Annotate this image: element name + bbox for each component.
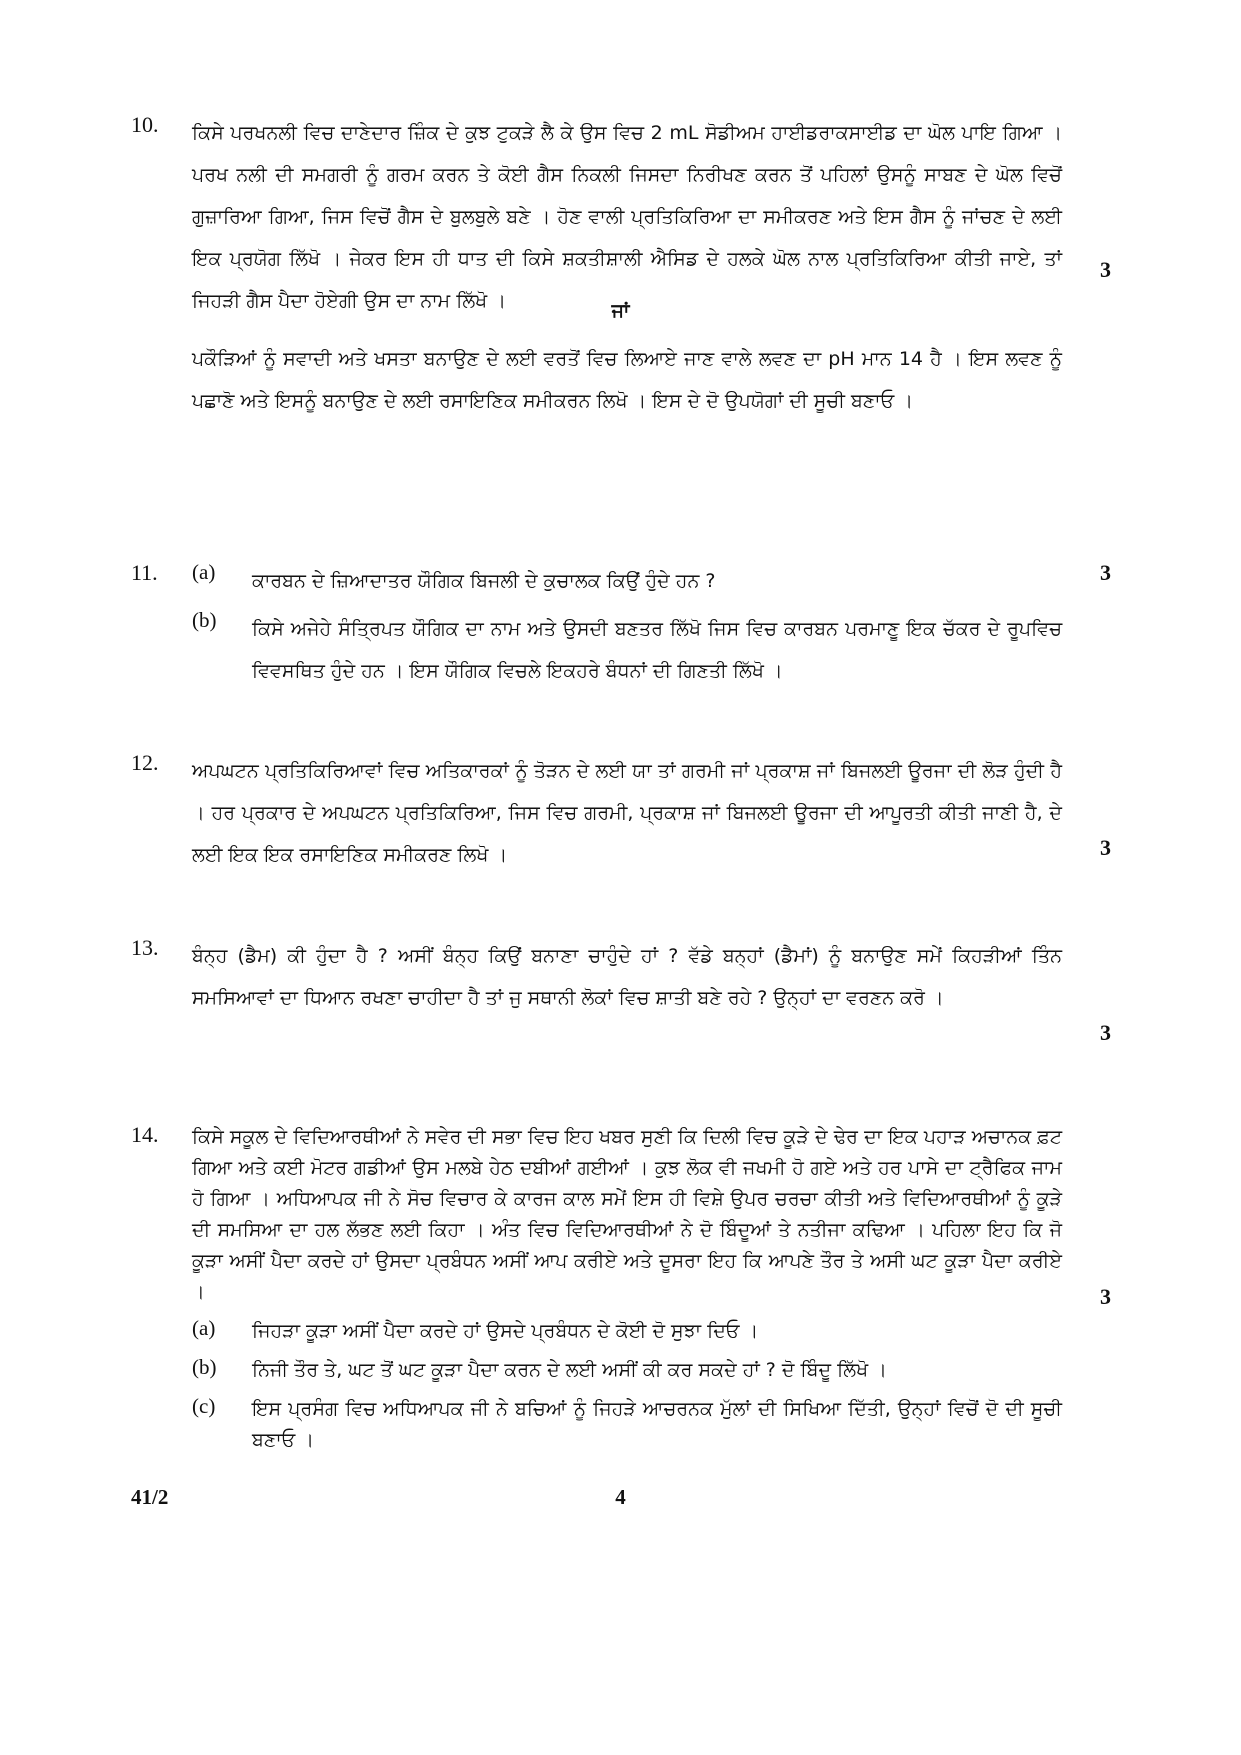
sub-question-letter: (a)	[192, 1316, 216, 1340]
sub-question-text: ਇਸ ਪ੍ਰਸੰਗ ਵਿਚ ਅਧਿਆਪਕ ਜੀ ਨੇ ਬਚਿਆਂ ਨੂੰ ਜਿਹੜੇ ਆਚਰਨਕ ਮੁੱਲਾਂ ਦੀ ਸਿਖਿਆ ਦਿੱਤੀ, ਉਨ੍ਹਾਂ ਵਿਚੋਂ ਦੋ ਦੀ ਸੂਚੀ ਬਣਾਓ ।	[252, 1398, 1062, 1451]
question-number: 12.	[131, 750, 159, 775]
question-text: ਅਪਘਟਨ ਪ੍ਰਤਿਕਿਰਿਆਵਾਂ ਵਿਚ ਅਤਿਕਾਰਕਾਂ ਨੂੰ ਤੋੜਨ ਦੇ ਲਈ ਯਾ ਤਾਂ ਗਰਮੀ ਜਾਂ ਪ੍ਰਕਾਸ਼ ਜਾਂ ਬਿਜਲਈ ਊਰਜਾ ਦੀ ਲੋੜ ਹੁੰਦੀ ਹੈ । ਹਰ ਪ੍ਰਕਾਰ ਦੇ ਅਪਘਟਨ ਪ੍ਰਤਿਕਿਰਿਆ, ਜਿਸ ਵਿਚ ਗਰਮੀ, ਪ੍ਰਕਾਸ਼ ਜਾਂ ਬਿਜਲਈ ਊਰਜਾ ਦੀ ਆਪੂਰਤੀ ਕੀਤੀ ਜਾਣੀ ਹੈ, ਦੇ ਲਈ ਇਕ ਇਕ ਰਸਾਇਣਿਕ ਸਮੀਕਰਣ ਲਿਖੋ ।	[192, 760, 1062, 866]
question-text: ਪਕੌੜਿਆਂ ਨੂੰ ਸਵਾਦੀ ਅਤੇ ਖਸਤਾ ਬਨਾਉਣ ਦੇ ਲਈ ਵਰਤੋਂ ਵਿਚ ਲਿਆਏ ਜਾਣ ਵਾਲੇ ਲਵਣ ਦਾ pH ਮਾਨ 14 ਹੈ । ਇਸ ਲਵਣ ਨੂੰ ਪਛਾਣੋ ਅਤੇ ਇਸਨੂੰ ਬਨਾਉਣ ਦੇ ਲਈ ਰਸਾਇਣਿਕ ਸਮੀਕਰਨ ਲਿਖੋ । ਇਸ ਦੇ ਦੋ ਉਪਯੋਗਾਂ ਦੀ ਸੂਚੀ ਬਣਾਓ ।	[192, 348, 1062, 412]
question-number: 13.	[131, 935, 159, 960]
sub-question-a	[192, 1316, 1062, 1347]
marks: 3	[1100, 1020, 1111, 1045]
sub-question-letter: (b)	[192, 608, 217, 632]
sub-question-letter: (a)	[192, 560, 216, 584]
sub-question-b	[192, 1355, 1062, 1386]
paper-code: 41/2	[131, 1485, 169, 1509]
question-12	[131, 750, 1111, 876]
sub-question-text: ਨਿਜੀ ਤੌਰ ਤੇ, ਘਟ ਤੋਂ ਘਟ ਕੂੜਾ ਪੈਦਾ ਕਰਨ ਦੇ ਲਈ ਅਸੀਂ ਕੀ ਕਰ ਸਕਦੇ ਹਾਂ ? ਦੋ ਬਿੰਦੂ ਲਿੱਖੋ ।	[252, 1359, 887, 1381]
sub-question-text: ਕਾਰਬਨ ਦੇ ਜ਼ਿਆਦਾਤਰ ਯੌਗਿਕ ਬਿਜਲੀ ਦੇ ਕੁਚਾਲਕ ਕਿਉਂ ਹੁੰਦੇ ਹਨ ?	[252, 570, 716, 592]
question-11	[131, 560, 1111, 692]
sub-question-text: ਜਿਹੜਾ ਕੂੜਾ ਅਸੀਂ ਪੈਦਾ ਕਰਦੇ ਹਾਂ ਉਸਦੇ ਪ੍ਰਬੰਧਨ ਦੇ ਕੋਈ ਦੋ ਸੁਝਾ ਦਿਓ ।	[252, 1320, 759, 1342]
question-13	[131, 935, 1111, 1045]
marks: 3	[1100, 560, 1111, 585]
sub-question-letter: (c)	[192, 1394, 216, 1418]
question-10-alternative	[131, 338, 1111, 422]
sub-question-b	[192, 608, 1062, 692]
question-text: ਕਿਸੇ ਪਰਖਨਲੀ ਵਿਚ ਦਾਣੇਦਾਰ ਜ਼ਿੰਕ ਦੇ ਕੁਝ ਟੁਕੜੇ ਲੈ ਕੇ ਉਸ ਵਿਚ 2 mL ਸੋਡੀਅਮ ਹਾਈਡਰਾਕਸਾਈਡ ਦਾ ਘੋਲ ਪਾਇ ਗਿਆ । ਪਰਖ ਨਲੀ ਦੀ ਸਮਗਰੀ ਨੂੰ ਗਰਮ ਕਰਨ ਤੇ ਕੋਈ ਗੈਸ ਨਿਕਲੀ ਜਿਸਦਾ ਨਿਰੀਖਣ ਕਰਨ ਤੋਂ ਪਹਿਲਾਂ ਉਸਨੂੰ ਸਾਬਣ ਦੇ ਘੋਲ ਵਿਚੋਂ ਗੁਜ਼ਾਰਿਆ ਗਿਆ, ਜਿਸ ਵਿਚੋਂ ਗੈਸ ਦੇ ਬੁਲਬੁਲੇ ਬਣੇ । ਹੋਣ ਵਾਲੀ ਪ੍ਰਤਿਕਿਰਿਆ ਦਾ ਸਮੀਕਰਣ ਅਤੇ ਇਸ ਗੈਸ ਨੂੰ ਜਾਂਚਣ ਦੇ ਲਈ ਇਕ ਪ੍ਰਯੋਗ ਲਿੱਖੋ । ਜੇਕਰ ਇਸ ਹੀ ਧਾਤ ਦੀ ਕਿਸੇ ਸ਼ਕਤੀਸ਼ਾਲੀ ਐਸਿਡ ਦੇ ਹਲਕੇ ਘੋਲ ਨਾਲ ਪ੍ਰਤਿਕਿਰਿਆ ਕੀਤੀ ਜਾਏ, ਤਾਂ ਜਿਹੜੀ ਗੈਸ ਪੈਦਾ ਹੋਏਗੀ ਉਸ ਦਾ ਨਾਮ ਲਿੱਖੋ ।	[192, 122, 1062, 312]
question-text: ਕਿਸੇ ਸਕੂਲ ਦੇ ਵਿਦਿਆਰਥੀਆਂ ਨੇ ਸਵੇਰ ਦੀ ਸਭਾ ਵਿਚ ਇਹ ਖਬਰ ਸੁਣੀ ਕਿ ਦਿਲੀ ਵਿਚ ਕੂੜੇ ਦੇ ਢੇਰ ਦਾ ਇਕ ਪਹਾੜ ਅਚਾਨਕ ਫ਼ਟ ਗਿਆ ਅਤੇ ਕਈ ਮੋਟਰ ਗਡੀਆਂ ਉਸ ਮਲਬੇ ਹੇਠ ਦਬੀਆਂ ਗਈਆਂ । ਕੁਝ ਲੋਕ ਵੀ ਜਖਮੀ ਹੋ ਗਏ ਅਤੇ ਹਰ ਪਾਸੇ ਦਾ ਟ੍ਰੈਫਿਕ ਜਾਮ ਹੋ ਗਿਆ । ਅਧਿਆਪਕ ਜੀ ਨੇ ਸੋਚ ਵਿਚਾਰ ਕੇ ਕਾਰਜ ਕਾਲ ਸਮੇਂ ਇਸ ਹੀ ਵਿਸ਼ੇ ਉਪਰ ਚਰਚਾ ਕੀਤੀ ਅਤੇ ਵਿਦਿਆਰਥੀਆਂ ਨੂੰ ਕੂੜੇ ਦੀ ਸਮਸਿਆ ਦਾ ਹਲ ਲੱਭਣ ਲਈ ਕਿਹਾ । ਅੰਤ ਵਿਚ ਵਿਦਿਆਰਥੀਆਂ ਨੇ ਦੋ ਬਿੰਦੂਆਂ ਤੇ ਨਤੀਜਾ ਕਢਿਆ । ਪਹਿਲਾ ਇਹ ਕਿ ਜੋ ਕੂੜਾ ਅਸੀਂ ਪੈਦਾ ਕਰਦੇ ਹਾਂ ਉਸਦਾ ਪ੍ਰਬੰਧਨ ਅਸੀਂ ਆਪ ਕਰੀਏ ਅਤੇ ਦੂਸਰਾ ਇਹ ਕਿ ਆਪਣੇ ਤੌਰ ਤੇ ਅਸੀ ਘਟ ਕੂੜਾ ਪੈਦਾ ਕਰੀਏ ।	[192, 1126, 1062, 1303]
sub-question-a	[192, 560, 1062, 602]
question-text: ਬੰਨ੍ਹ (ਡੈਮ) ਕੀ ਹੁੰਦਾ ਹੈ ? ਅਸੀਂ ਬੰਨ੍ਹ ਕਿਉਂ ਬਨਾਣਾ ਚਾਹੁੰਦੇ ਹਾਂ ? ਵੱਡੇ ਬਨ੍ਹਾਂ (ਡੈਮਾਂ) ਨੂੰ ਬਨਾਉਣ ਸਮੇਂ ਕਿਹੜੀਆਂ ਤਿੰਨ ਸਮਸਿਆਵਾਂ ਦਾ ਧਿਆਨ ਰਖਣਾ ਚਾਹੀਦਾ ਹੈ ਤਾਂ ਜੁ ਸਥਾਨੀ ਲੋਕਾਂ ਵਿਚ ਸ਼ਾਤੀ ਬਣੇ ਰਹੇ ? ਉਨ੍ਹਾਂ ਦਾ ਵਰਣਨ ਕਰੋ ।	[192, 945, 1062, 1009]
question-14	[131, 1122, 1111, 1456]
marks: 3	[1100, 1284, 1111, 1309]
marks: 3	[1100, 835, 1111, 860]
question-number: 14.	[131, 1122, 159, 1147]
question-10	[131, 112, 1111, 322]
or-divider: ਜਾਂ	[611, 300, 630, 322]
sub-question-c	[192, 1394, 1062, 1456]
sub-question-text: ਕਿਸੇ ਅਜੇਹੇ ਸੰਤ੍ਰਿਪਤ ਯੌਗਿਕ ਦਾ ਨਾਮ ਅਤੇ ਉਸਦੀ ਬਣਤਰ ਲਿੱਖੋ ਜਿਸ ਵਿਚ ਕਾਰਬਨ ਪਰਮਾਣੂ ਇਕ ਚੱਕਰ ਦੇ ਰੂਪਵਿਚ ਵਿਵਸਥਿਤ ਹੁੰਦੇ ਹਨ । ਇਸ ਯੌਗਿਕ ਵਿਚਲੇ ਇਕਹਰੇ ਬੰਧਨਾਂ ਦੀ ਗਿਣਤੀ ਲਿੱਖੋ ।	[252, 618, 1062, 682]
sub-question-letter: (b)	[192, 1355, 217, 1379]
marks: 3	[1100, 257, 1111, 282]
question-number: 11.	[131, 560, 158, 585]
page-number: 4	[615, 1485, 626, 1509]
question-number: 10.	[131, 112, 159, 137]
